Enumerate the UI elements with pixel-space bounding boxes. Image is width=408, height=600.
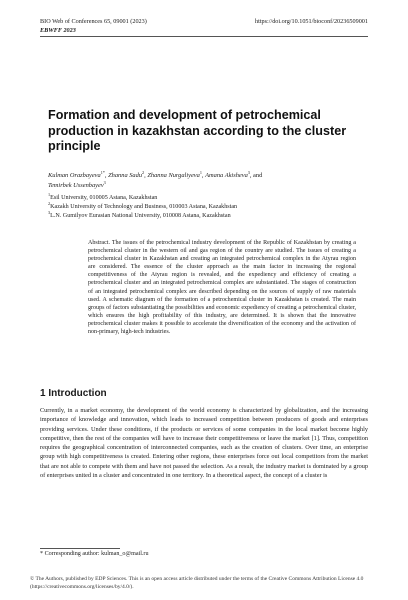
author-sup: 2 [142,169,145,175]
affiliation: $^2$Kazakh University of Technology and Business, 010003 Astana, Kazakhstan [48,201,238,211]
footnote-rule [40,548,120,549]
author-sup: 1* [100,169,105,175]
conference-label: EBWFF 2023 [40,27,76,34]
header-rule [40,36,368,37]
abstract-label: Abstract. [88,240,110,246]
author-name: Zhanna Nurgaliyeva [147,172,200,179]
author-name: Kulman Orazbayeva [48,172,101,179]
author-sup: 1 [199,169,202,175]
doi-link[interactable]: https://doi.org/10.1051/bioconf/20236509001 [255,18,368,25]
journal-citation: BIO Web of Conferences 65, 09001 (2023) [40,18,147,25]
author-name: Zhanna Sadu [108,172,143,179]
abstract [88,239,356,336]
paper-title: Formation and development of petrochemical production in kazakhstan according to the cluster principle [48,108,347,153]
abstract-text: The issues of the petrochemical industry development of the Republic of Kazakhstan by creating a petrochemical cluster in the western oil and gas region of the country are studied. The issues of creating a petrochemical cluster in Kazakhstan and creating an integrated petrochemical complex in the Atyrau region are considered. The essence of the cluster approach as the main factor in increasing the regional competitiveness of the Atyrau region is revealed, and the expediency and efficiency of creating a petrochemical cluster and an integrated petrochemical complex are substantiated. The stages of construction of an integrated petrochemical complex are described depending on the sources of supply of raw materials used. A schematic diagram of the formation of a petrochemical cluster in Kazakhstan is created. The main groups of factors substantiating the possibilities and economic expediency of creating a petrochemical cluster, which ensures the high profitability of this industry, are determined. It is shown that the innovative petrochemical cluster makes it possible to accelerate the diversification of the economy and the activation of non-primary, high-tech industries. [88,240,356,336]
running-header [40,18,368,28]
author-name: Temirbek Ussenbayev [48,182,104,189]
author-sup: 3 [247,169,250,175]
body-paragraph: Currently, in a market economy, the development of the world economy is characterized by globalization, and the increasing importance of knowledge and innovation, which leads to increased competition between producers of goods and enterprises providing services. Under these conditions, if the products or services of some companies in the local market become highly competitive, then the rest of the companies will have to increase their competitiveness or leave the market [1]. Thus, competition requires the geographical concentration of interconnected companies, such as the creation of clusters. Over time, an enterprise group with high competitiveness is created. Entering other regions, these enterprises force out local competitors from the market that are not able to compete with them and have not passed the selection. As a result, the industry market is dominated by a group of enterprises united in a cluster and concentrated in one territory. In a theoretical aspect, the concept of a cluster is [40,407,368,479]
author-sup: 3 [103,179,106,185]
section-heading: 1 Introduction [40,388,107,399]
license-footer: © The Authors, published by EDP Sciences. This is an open access article distributed under the terms of the Creative Commons Attribution License 4.0 (https://creativecommons.org/licenses/by/4.0/). [30,576,364,590]
affiliation: $^1$Esil University, 010005 Astana, Kazakhstan [48,191,158,201]
affiliation-list [48,191,368,222]
author-name: Amana Akisheva [205,172,248,179]
corresponding-author-footnote: * Corresponding author: kulman_o@mail.ru [40,551,149,557]
author-list: Kulman Orazbayeva$^{1*}$, Zhanna Sadu$^2$, Zhanna Nurgaliyeva$^1$, Amana Akisheva$^3$, and Temirbek Ussenbayev$^3$ [48,169,263,189]
affiliation: $^3$L.N. Gumilyov Eurasian National University, 010008 Astana, Kazakhstan [48,210,231,220]
